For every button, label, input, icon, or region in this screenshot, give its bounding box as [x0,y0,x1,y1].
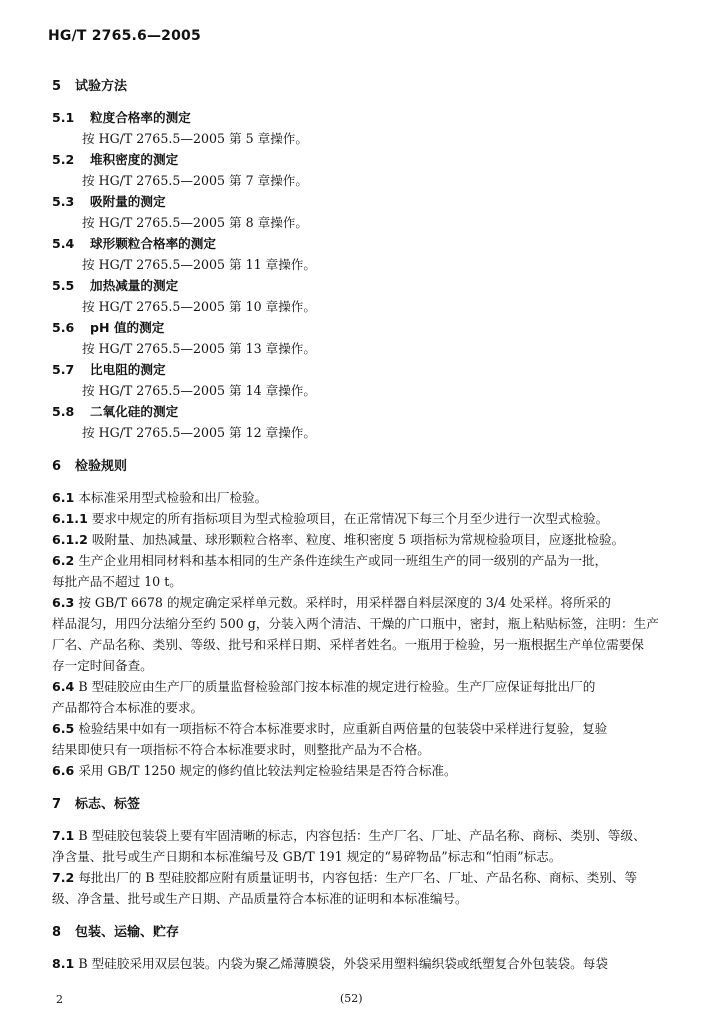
section-number: 5 [52,79,62,94]
section-title: 试验方法 [75,79,128,94]
subsection-5-1-heading: 5.1 粒度合格率的测定 [52,110,191,125]
page-label: (52) [340,992,363,1005]
section-5-heading [52,76,692,97]
subsection-5-2-heading: 5.2 堆积密度的测定 [52,152,179,167]
clause-8-1: 8.1 B 型硅胶采用双层包装。内袋为聚乙烯薄膜袋，外袋采用塑料编织袋或纸塑复合外包装袋。每袋 [52,956,608,971]
subsection-5-4-text: 按 HG/T 2765.5—2005 第 11 章操作。 [82,257,316,272]
subsection-5-1-text: 按 HG/T 2765.5—2005 第 5 章操作。 [82,131,308,146]
subsection-5-8-text: 按 HG/T 2765.5—2005 第 12 章操作。 [82,425,316,440]
section-5-items [52,107,692,443]
subsection-5-4-heading: 5.4 球形颗粒合格率的测定 [52,236,216,251]
subsection-5-5-text: 按 HG/T 2765.5—2005 第 10 章操作。 [82,299,316,314]
subsection-5-2-text: 按 HG/T 2765.5—2005 第 7 章操作。 [82,173,308,188]
section-title: 标志、标签 [75,797,141,812]
subsection-5-6-heading: 5.6 pH 值的测定 [52,320,165,335]
document-body [52,76,692,974]
section-7-heading [52,794,692,815]
clause-6-6: 6.6 采用 GB/T 1250 规定的修约值比较法判定检验结果是否符合标准。 [52,763,457,778]
clause-7-1: 7.1 B 型硅胶包装袋上要有牢固清晰的标志，内容包括：生产厂名、厂址、产品名称、商标、类别、等级、 净含量、批号或生产日期和本标准编号及 GB/T 191 规定的“易碎物品”标志和“怕雨”标志。 [52,828,646,864]
subsection-5-6-text: 按 HG/T 2765.5—2005 第 13 章操作。 [82,341,316,356]
section-6-heading [52,456,692,477]
clause-6-4: 6.4 B 型硅胶应由生产厂的质量监督检验部门按本标准的规定进行检验。生产厂应保证每批出厂的 产品都符合本标准的要求。 [52,679,596,715]
section-title: 包装、运输、贮存 [75,925,180,940]
subsection-5-3-heading: 5.3 吸附量的测定 [52,194,166,209]
clause-6-5: 6.5 检验结果中如有一项指标不符合本标准要求时，应重新自两倍量的包装袋中采样进行复验，复验 结果即使只有一项指标不符合本标准要求时，则整批产品为不合格。 [52,721,608,757]
subsection-5-8-heading: 5.8 二氧化硅的测定 [52,404,179,419]
subsection-5-7-text: 按 HG/T 2765.5—2005 第 14 章操作。 [82,383,316,398]
section-8-heading [52,922,692,943]
clause-6-2: 6.2 生产企业用相同材料和基本相同的生产条件连续生产或同一班组生产的同一级别的产品为一批， 每批产品不超过 10 t。 [52,553,608,589]
subsection-5-5-heading: 5.5 加热减量的测定 [52,278,179,293]
page-number: 2 [56,993,63,1006]
section-number: 7 [52,797,62,812]
subsection-5-7-heading: 5.7 比电阻的测定 [52,362,166,377]
clause-6-3: 6.3 按 GB/T 6678 的规定确定采样单元数。采样时，用采样器自料层深度的 3/4 处采样。将所采的 样品混匀，用四分法缩分至约 500 g，分装入两个清洁、干燥的广口瓶中，密封，瓶上粘贴标签，注明：生产 厂名、产品名称、类别、等级、批号和采样日期、采样者姓名。一瓶用于检验，另一瓶根据生产单位需要保 存一定时间备查。 [52,595,659,673]
clause-6-1-1: 6.1.1 要求中规定的所有指标项目为型式检验项目，在正常情况下每三个月至少进行一次型式检验。 [52,511,609,526]
standard-code-header: HG/T 2765.6—2005 [48,28,201,44]
clause-7-2: 7.2 每批出厂的 B 型硅胶都应附有质量证明书，内容包括：生产厂名、厂址、产品名称、商标、类别、等 级、净含量、批号或生产日期、产品质量符合本标准的证明和本标准编号。 [52,870,638,906]
subsection-5-3-text: 按 HG/T 2765.5—2005 第 8 章操作。 [82,215,308,230]
clause-6-1: 6.1 本标准采用型式检验和出厂检验。 [52,490,268,505]
section-number: 6 [52,459,62,474]
section-title: 检验规则 [75,459,128,474]
clause-6-1-2: 6.1.2 吸附量、加热减量、球形颗粒合格率、粒度、堆积密度 5 项指标为常规检验项目，应逐批检验。 [52,532,625,547]
section-number: 8 [52,925,62,940]
